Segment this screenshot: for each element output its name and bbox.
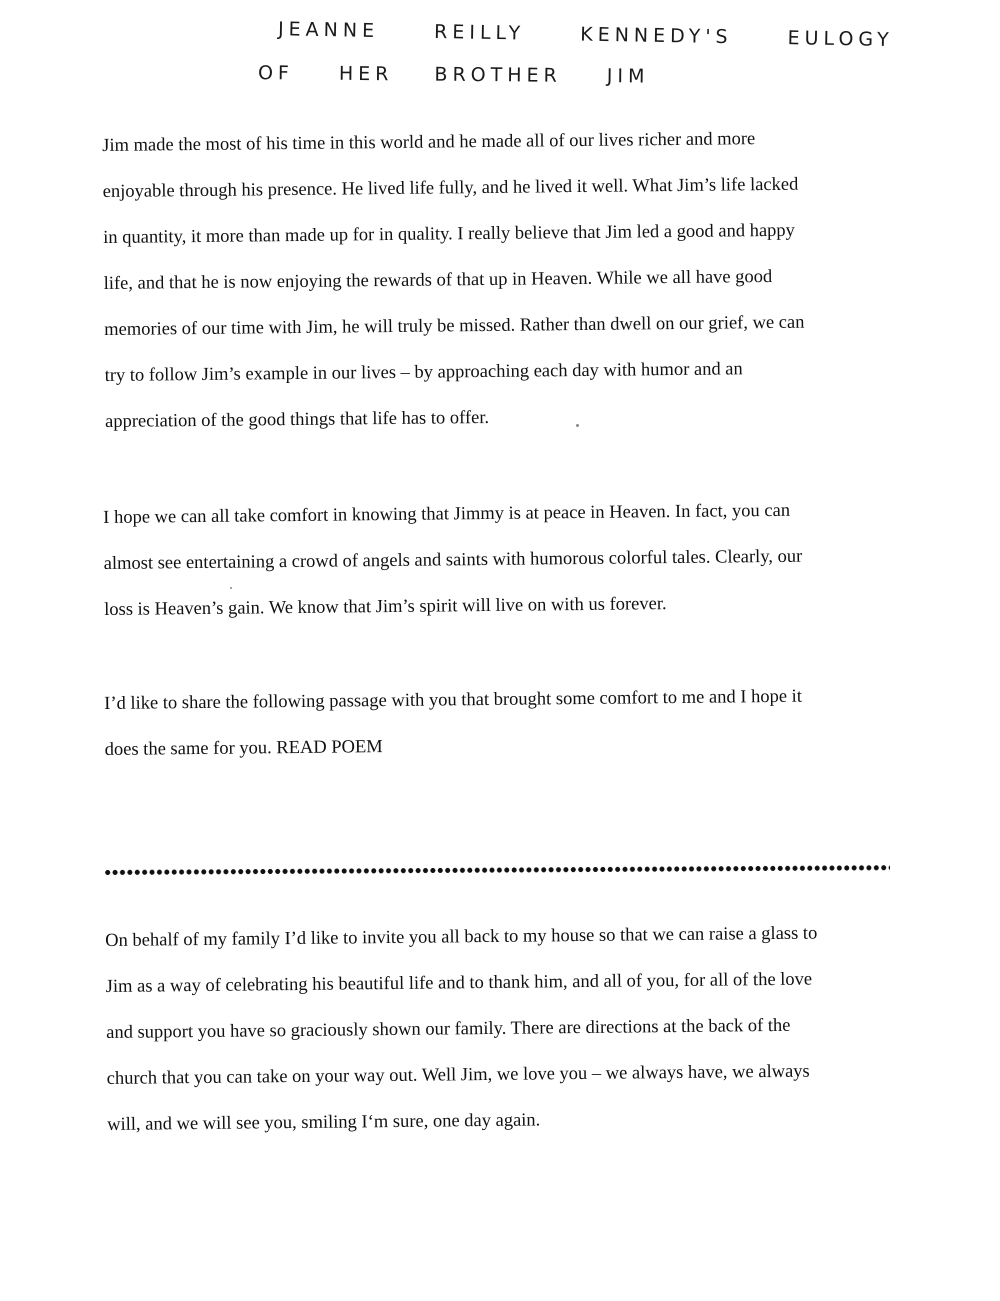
handwritten-word: JIM	[606, 65, 650, 88]
text-line: life, and that he is now enjoying the rewards of that up in Heaven. While we all have good	[103, 266, 773, 294]
text-line: I hope we can all take comfort in knowing that Jimmy is at peace in Heaven. In fact, you can	[103, 500, 791, 528]
text-line: Jim as a way of celebrating his beautiful life and to thank him, and all of you, for all of the love	[105, 969, 813, 997]
handwritten-word: HER	[338, 62, 394, 86]
paragraph-invitation	[105, 910, 907, 1148]
text-line: On behalf of my family I’d like to invite you all back to my house so that we can raise a glass to	[105, 923, 818, 951]
text-line: church that you can take on your way out. Well Jim, we love you – we always have, we always	[106, 1061, 810, 1089]
scan-speck	[230, 587, 232, 589]
text-line: loss is Heaven’s gain. We know that Jim’s spirit will live on with us forever.	[104, 594, 667, 620]
handwritten-word: JEANNE	[277, 18, 380, 43]
text-line: and support you have so graciously shown our family. There are directions at the back of the	[106, 1015, 791, 1043]
text-line: Jim made the most of his time in this world and he made all of our lives richer and more	[102, 129, 756, 156]
handwritten-word: BROTHER	[434, 63, 562, 87]
text-line: memories of our time with Jim, he will truly be missed. Rather than dwell on our grief, we can	[104, 312, 805, 340]
text-line: does the same for you. READ POEM	[104, 737, 383, 760]
handwritten-title-line-2	[258, 62, 694, 88]
text-line: try to follow Jim’s example in our lives – by approaching each day with humor and an	[104, 359, 743, 386]
paragraph-memories	[102, 115, 905, 445]
paragraph-comfort	[103, 487, 904, 633]
handwritten-word: EULOGY	[787, 27, 894, 51]
text-line: appreciation of the good things that life has to offer.	[105, 407, 490, 432]
text-line: will, and we will see you, smiling I‘m sure, one day again.	[107, 1110, 541, 1135]
text-line: enjoyable through his presence. He lived life fully, and he lived it well. What Jim’s life lacked	[102, 174, 799, 202]
handwritten-word: REILLY	[433, 20, 526, 45]
text-line: I’d like to share the following passage with you that brought some comfort to me and I hope it	[104, 686, 803, 714]
text-line: in quantity, it more than made up for in quality. I really believe that Jim led a good and happy	[103, 220, 795, 248]
paragraph-poem	[104, 673, 905, 773]
handwritten-word: OF	[257, 62, 294, 85]
scan-speck	[576, 424, 579, 427]
dotted-separator	[104, 864, 890, 876]
handwritten-word: KENNEDY'S	[580, 23, 733, 49]
handwritten-title-line-1	[278, 18, 938, 52]
text-line: almost see entertaining a crowd of angels and saints with humorous colorful tales. Clearly, our	[103, 546, 803, 574]
